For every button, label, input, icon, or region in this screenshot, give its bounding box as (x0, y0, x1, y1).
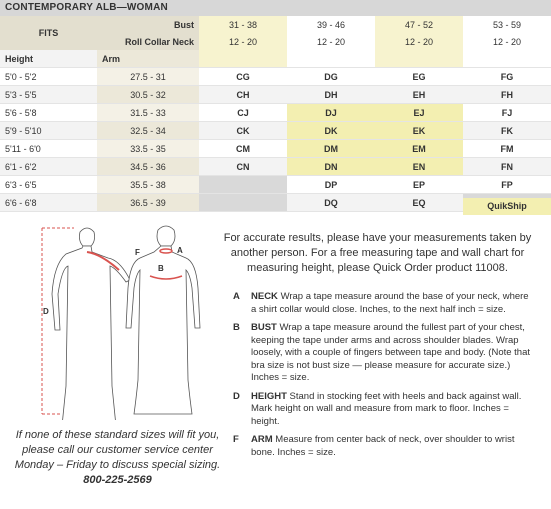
height-header: Height (0, 50, 97, 68)
chart-title: CONTEMPORARY ALB—WOMAN (0, 0, 551, 16)
height-cell: 5'3 - 5'5 (0, 86, 97, 104)
size-code-cell: EQ (375, 194, 463, 212)
arm-cell: 31.5 - 33 (97, 104, 199, 122)
size-code-cell (199, 176, 287, 194)
measuring-intro: For accurate results, please have your measurements taken by another person. For a free measuring tape and wall chart for measuring height, please Quick Order product 11008. (223, 232, 532, 274)
arm-cell: 27.5 - 31 (97, 68, 199, 86)
size-row (0, 86, 551, 104)
size-code-cell: EK (375, 122, 463, 140)
arm-cell: 32.5 - 34 (97, 122, 199, 140)
size-row (0, 158, 551, 176)
empty-cell (375, 50, 463, 68)
label-f: F (135, 248, 140, 257)
special-sizing-note (10, 428, 225, 488)
size-code-cell: EH (375, 86, 463, 104)
bust-range: 47 - 52 (375, 16, 463, 33)
size-row (0, 68, 551, 86)
height-cell: 5'9 - 5'10 (0, 122, 97, 140)
measure-step (233, 291, 533, 316)
size-code-cell: DP (287, 176, 375, 194)
arm-cell: 36.5 - 39 (97, 194, 199, 212)
collar-range: 12 - 20 (463, 33, 551, 50)
measuring-steps (233, 291, 533, 465)
size-code-cell: EJ (375, 104, 463, 122)
size-code-cell: DQ (287, 194, 375, 212)
figure-back-view (52, 228, 130, 420)
special-sizing-text: If none of these standard sizes will fit you, please call our customer service center Monday – Friday to discuss special sizing. (14, 429, 221, 471)
quikship-legend: QuikShip (463, 198, 551, 215)
collar-range: 12 - 20 (199, 33, 287, 50)
size-row (0, 176, 551, 194)
step-text: Measure from center back of neck, over shoulder to wrist bone. Inches = size. (251, 434, 515, 458)
size-table (0, 16, 551, 212)
arm-cell: 33.5 - 35 (97, 140, 199, 158)
size-code-cell: EP (375, 176, 463, 194)
arm-cell: 34.5 - 36 (97, 158, 199, 176)
empty-cell (199, 50, 287, 68)
bust-range: 53 - 59 (463, 16, 551, 33)
size-code-cell: CH (199, 86, 287, 104)
size-code-cell: DN (287, 158, 375, 176)
bust-label: Bust (97, 16, 199, 33)
size-row (0, 104, 551, 122)
height-cell: 6'1 - 6'2 (0, 158, 97, 176)
size-code-cell: EG (375, 68, 463, 86)
size-code-cell: EN (375, 158, 463, 176)
fits-header: FITS (0, 16, 97, 50)
size-code-cell: FH (463, 86, 551, 104)
size-row (0, 122, 551, 140)
size-code-cell: EM (375, 140, 463, 158)
size-code-cell: CK (199, 122, 287, 140)
size-code-cell: CN (199, 158, 287, 176)
label-a: A (177, 246, 183, 255)
bust-row (0, 16, 551, 33)
step-heading: NECK (251, 291, 278, 302)
size-code-cell: CJ (199, 104, 287, 122)
step-letter: F (233, 434, 239, 445)
size-code-cell: DH (287, 86, 375, 104)
size-code-cell (199, 194, 287, 212)
arm-cell: 35.5 - 38 (97, 176, 199, 194)
measuring-figure (36, 222, 216, 420)
size-code-cell: FJ (463, 104, 551, 122)
step-heading: HEIGHT (251, 390, 287, 402)
collar-range: 12 - 20 (375, 33, 463, 50)
size-code-cell: CG (199, 68, 287, 86)
label-d: D (43, 307, 49, 316)
height-cell: 6'3 - 6'5 (0, 176, 97, 194)
empty-cell (287, 50, 375, 68)
step-letter: D (233, 390, 240, 402)
height-cell: 6'6 - 6'8 (0, 194, 97, 212)
size-code-cell: FM (463, 140, 551, 158)
size-code-cell: FK (463, 122, 551, 140)
size-code-cell: FN (463, 158, 551, 176)
step-heading: BUST (251, 322, 277, 333)
measure-step (233, 391, 533, 429)
collar-label: Roll Collar Neck (97, 33, 199, 50)
size-code-cell: DG (287, 68, 375, 86)
size-code-cell: DJ (287, 104, 375, 122)
size-code-cell: DM (287, 140, 375, 158)
label-b: B (158, 264, 164, 273)
column-label-row (0, 50, 551, 68)
size-code-cell: FG (463, 68, 551, 86)
size-code-cell: FP (463, 176, 551, 194)
step-heading: ARM (251, 434, 273, 445)
bust-range: 39 - 46 (287, 16, 375, 33)
step-text: Stand in stocking feet with heels and back against wall. Mark height on wall and measure from mark to floor. Inches = height. (251, 390, 522, 427)
height-cell: 5'6 - 5'8 (0, 104, 97, 122)
empty-cell (463, 50, 551, 68)
size-code-cell: CM (199, 140, 287, 158)
size-code-cell: DK (287, 122, 375, 140)
step-text: Wrap a tape measure around the base of your neck, where a shirt collar would close. Inches, to the next half inch = size. (251, 291, 529, 315)
step-text: Wrap a tape measure around the fullest part of your chest, keeping the tape under arms and across shoulder blades. Wrap loosely, with a couple of fingers between tape and body. (Note that bra size is not bust size — please measure for accurate size.) Inches = size. (251, 322, 531, 383)
measure-step (233, 322, 533, 385)
step-letter: A (233, 291, 240, 302)
height-cell: 5'11 - 6'0 (0, 140, 97, 158)
measure-step (233, 434, 533, 459)
arm-cell: 30.5 - 32 (97, 86, 199, 104)
bust-range: 31 - 38 (199, 16, 287, 33)
phone-number: 800-225-2569 (83, 474, 152, 486)
height-cell: 5'0 - 5'2 (0, 68, 97, 86)
collar-range: 12 - 20 (287, 33, 375, 50)
arm-header: Arm (97, 50, 199, 68)
step-letter: B (233, 322, 240, 333)
size-row (0, 140, 551, 158)
